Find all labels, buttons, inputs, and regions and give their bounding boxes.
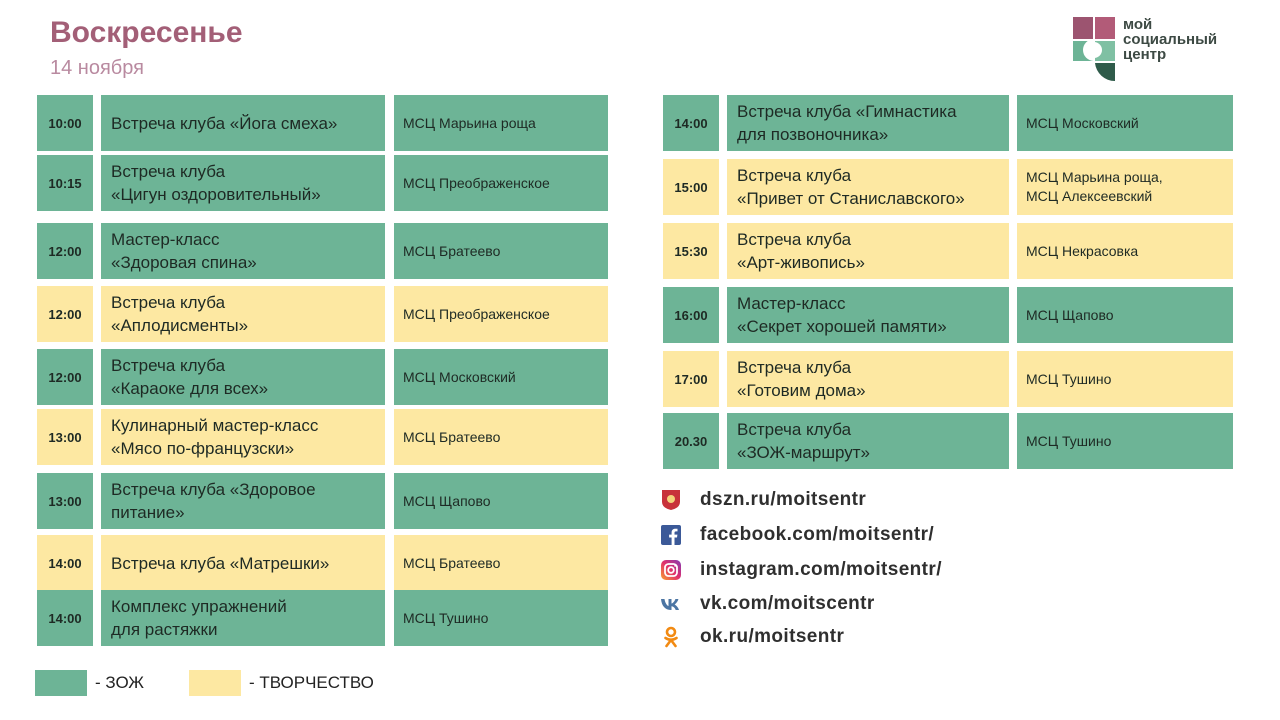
event-venue xyxy=(394,286,608,342)
event-time-text: 10:00 xyxy=(48,115,82,131)
event-venue-text: МСЦ Братеево xyxy=(403,242,501,259)
event-time xyxy=(37,409,93,465)
event-time-text: 14:00 xyxy=(48,555,82,571)
event-time-text: 13:00 xyxy=(48,493,82,509)
event-title-text: Встреча клуба «Здоровое питание» xyxy=(111,480,316,522)
event-time-text: 12:00 xyxy=(48,369,82,385)
event-time-text: 12:00 xyxy=(48,243,82,259)
legend-zozh-label: - ЗОЖ xyxy=(95,673,145,692)
event-title-text: Встреча клуба «Аплодисменты» xyxy=(111,293,249,335)
event-venue xyxy=(394,409,608,465)
event-time xyxy=(663,95,719,151)
contact-vk[interactable] xyxy=(660,590,875,618)
event-title-text: Мастер-класс «Здоровая спина» xyxy=(111,230,257,272)
logo-line-3: центр xyxy=(1123,46,1167,63)
event-time xyxy=(663,223,719,279)
event-title xyxy=(101,535,385,591)
event-venue xyxy=(1017,159,1233,215)
event-venue-text: МСЦ Преображенское xyxy=(403,174,550,191)
event-venue-text: МСЦ Московский xyxy=(1026,114,1139,131)
contact-ok[interactable] xyxy=(660,623,844,651)
event-time xyxy=(37,590,93,646)
event-title-text: Кулинарный мастер-класс «Мясо по-французски» xyxy=(111,416,319,458)
legend-tvorchestvo-label: - ТВОРЧЕСТВО xyxy=(249,673,374,692)
event-title xyxy=(101,349,385,405)
contact-facebook[interactable] xyxy=(660,521,934,549)
event-venue xyxy=(394,535,608,591)
contact-facebook-label: facebook.com/moitsentr/ xyxy=(700,524,935,545)
event-time xyxy=(663,413,719,469)
event-venue-text: МСЦ Преображенское xyxy=(403,305,550,322)
ok-icon xyxy=(660,626,682,648)
event-venue-text: МСЦ Тушино xyxy=(1026,432,1112,449)
event-venue-text: МСЦ Марьина роща, МСЦ Алексеевский xyxy=(1026,169,1163,204)
event-venue-text: МСЦ Тушино xyxy=(403,609,489,626)
event-venue-text: МСЦ Марьина роща xyxy=(403,114,536,131)
event-title xyxy=(101,590,385,646)
contact-ok-label: ok.ru/moitsentr xyxy=(700,626,845,647)
event-venue-text: МСЦ Тушино xyxy=(1026,370,1112,387)
event-time xyxy=(663,351,719,407)
event-venue xyxy=(1017,95,1233,151)
logo xyxy=(1073,17,1243,83)
event-time-text: 15:30 xyxy=(674,243,708,259)
contact-instagram[interactable] xyxy=(660,556,942,584)
logo-line-1: мой xyxy=(1123,16,1153,33)
event-time xyxy=(663,159,719,215)
facebook-icon xyxy=(660,524,682,546)
event-title xyxy=(101,223,385,279)
event-title xyxy=(101,155,385,211)
instagram-icon xyxy=(660,559,682,581)
event-venue-text: МСЦ Московский xyxy=(403,368,516,385)
event-venue-text: МСЦ Братеево xyxy=(403,428,501,445)
event-time xyxy=(663,287,719,343)
event-title xyxy=(101,286,385,342)
event-title xyxy=(727,287,1009,343)
event-title-text: Встреча клуба «Цигун оздоровительный» xyxy=(111,162,321,204)
event-time-text: 14:00 xyxy=(48,610,82,626)
event-time xyxy=(37,286,93,342)
event-title-text: Комплекс упражнений для растяжки xyxy=(111,597,287,639)
event-venue xyxy=(394,590,608,646)
event-title-text: Встреча клуба «Привет от Станиславского» xyxy=(737,166,965,208)
legend-tvorchestvo-swatch xyxy=(189,670,241,696)
event-title-text: Встреча клуба «Гимнастика для позвоночника» xyxy=(737,102,957,144)
event-title xyxy=(727,413,1009,469)
page-date: 14 ноября xyxy=(50,57,144,79)
event-venue-text: МСЦ Щапово xyxy=(1026,306,1114,323)
event-title-text: Встреча клуба «Матрешки» xyxy=(111,553,330,573)
event-time-text: 15:00 xyxy=(674,179,708,195)
event-time-text: 16:00 xyxy=(674,307,708,323)
event-time xyxy=(37,473,93,529)
event-venue xyxy=(394,223,608,279)
event-venue xyxy=(1017,223,1233,279)
event-time xyxy=(37,95,93,151)
vk-icon xyxy=(660,593,682,615)
event-venue xyxy=(394,349,608,405)
event-time xyxy=(37,223,93,279)
logo-line-2: социальный xyxy=(1123,31,1218,48)
event-title-text: Встреча клуба «Йога смеха» xyxy=(111,113,338,133)
event-venue xyxy=(394,473,608,529)
event-time xyxy=(37,349,93,405)
legend-zozh-swatch xyxy=(35,670,87,696)
event-title xyxy=(101,473,385,529)
event-time-text: 14:00 xyxy=(674,115,708,131)
event-time xyxy=(37,155,93,211)
event-title-text: Встреча клуба «Готовим дома» xyxy=(737,358,866,400)
event-title xyxy=(101,409,385,465)
event-venue xyxy=(394,95,608,151)
event-title-text: Встреча клуба «Арт-живопись» xyxy=(737,230,865,272)
event-time-text: 12:00 xyxy=(48,306,82,322)
legend-tvorchestvo xyxy=(189,670,374,696)
event-time-text: 20.30 xyxy=(674,433,708,449)
event-venue xyxy=(1017,351,1233,407)
event-title xyxy=(101,95,385,151)
event-title xyxy=(727,223,1009,279)
contact-dszn[interactable] xyxy=(660,486,866,514)
moscow-emblem-icon xyxy=(660,489,682,511)
logo-text xyxy=(1123,17,1217,62)
contact-instagram-label: instagram.com/moitsentr/ xyxy=(700,559,942,580)
page-title: Воскресенье xyxy=(50,16,243,49)
event-venue xyxy=(1017,287,1233,343)
event-time-text: 13:00 xyxy=(48,429,82,445)
legend-zozh xyxy=(35,670,144,696)
event-time xyxy=(37,535,93,591)
event-title-text: Мастер-класс «Секрет хорошей памяти» xyxy=(737,294,947,336)
contact-vk-label: vk.com/moitscentr xyxy=(700,593,875,614)
event-time-text: 10:15 xyxy=(48,175,82,191)
event-title xyxy=(727,95,1009,151)
event-time-text: 17:00 xyxy=(674,371,708,387)
event-venue-text: МСЦ Братеево xyxy=(403,554,501,571)
logo-mark-icon xyxy=(1073,17,1115,81)
contact-dszn-label: dszn.ru/moitsentr xyxy=(700,489,867,510)
event-venue xyxy=(394,155,608,211)
event-venue xyxy=(1017,413,1233,469)
event-title xyxy=(727,351,1009,407)
event-title-text: Встреча клуба «Караоке для всех» xyxy=(111,356,269,398)
event-title xyxy=(727,159,1009,215)
event-venue-text: МСЦ Щапово xyxy=(403,492,491,509)
event-title-text: Встреча клуба «ЗОЖ-маршрут» xyxy=(737,420,870,462)
event-venue-text: МСЦ Некрасовка xyxy=(1026,242,1139,259)
